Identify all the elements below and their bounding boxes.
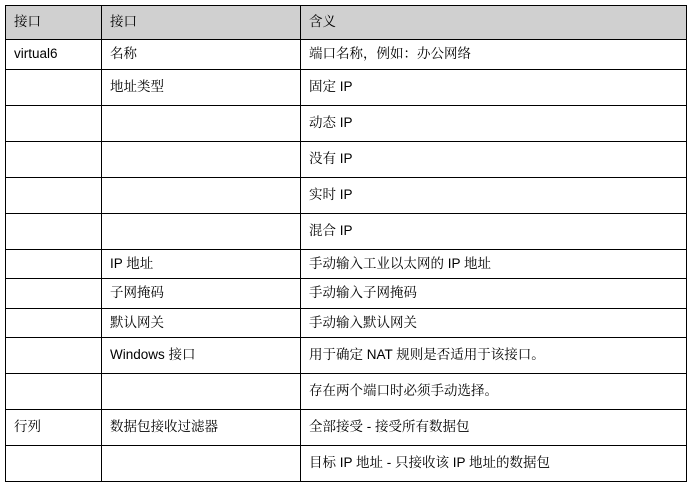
cell-meaning: 手动输入子网掩码 (301, 279, 687, 309)
cell-meaning: 目标 IP 地址 - 只接收该 IP 地址的数据包 (301, 446, 687, 482)
cell-meaning: 实时 IP (301, 177, 687, 213)
cell-interface-name: virtual6 (6, 40, 102, 70)
cell-property: 名称 (102, 40, 301, 70)
cell-property: 地址类型 (102, 69, 301, 105)
table-row (6, 446, 687, 482)
cell-property (102, 141, 301, 177)
table-row (6, 374, 687, 410)
cell-interface-name (6, 141, 102, 177)
cell-property: Windows 接口 (102, 338, 301, 374)
table-header-row (6, 6, 687, 40)
table-row (6, 40, 687, 70)
cell-interface-name (6, 446, 102, 482)
cell-property: 子网掩码 (102, 279, 301, 309)
cell-property: IP 地址 (102, 249, 301, 279)
cell-meaning: 端口名称，例如：办公网络 (301, 40, 687, 70)
cell-interface-name (6, 374, 102, 410)
cell-interface-name (6, 69, 102, 105)
table-row (6, 69, 687, 105)
cell-property: 默认网关 (102, 308, 301, 338)
cell-interface-name (6, 213, 102, 249)
cell-meaning: 存在两个端口时必须手动选择。 (301, 374, 687, 410)
cell-meaning: 全部接受 - 接受所有数据包 (301, 410, 687, 446)
cell-meaning: 固定 IP (301, 69, 687, 105)
interface-description-table (5, 5, 687, 482)
table-row (6, 338, 687, 374)
cell-interface-name (6, 249, 102, 279)
cell-interface-name (6, 338, 102, 374)
column-header-meaning: 含义 (301, 6, 687, 40)
cell-interface-name (6, 279, 102, 309)
table-row (6, 249, 687, 279)
table-row (6, 105, 687, 141)
cell-interface-name (6, 177, 102, 213)
cell-property: 数据包接收过滤器 (102, 410, 301, 446)
cell-meaning: 混合 IP (301, 213, 687, 249)
column-header-interface-2: 接口 (102, 6, 301, 40)
cell-meaning: 手动输入默认网关 (301, 308, 687, 338)
cell-interface-name (6, 308, 102, 338)
cell-property (102, 213, 301, 249)
cell-meaning: 用于确定 NAT 规则是否适用于该接口。 (301, 338, 687, 374)
cell-meaning: 手动输入工业以太网的 IP 地址 (301, 249, 687, 279)
table-row (6, 308, 687, 338)
cell-property (102, 374, 301, 410)
table-row (6, 410, 687, 446)
cell-property (102, 177, 301, 213)
table-row (6, 213, 687, 249)
cell-interface-name: 行列 (6, 410, 102, 446)
cell-meaning: 没有 IP (301, 141, 687, 177)
table-row (6, 141, 687, 177)
column-header-interface-1: 接口 (6, 6, 102, 40)
table-row (6, 279, 687, 309)
cell-meaning: 动态 IP (301, 105, 687, 141)
cell-property (102, 105, 301, 141)
cell-property (102, 446, 301, 482)
table-row (6, 177, 687, 213)
cell-interface-name (6, 105, 102, 141)
